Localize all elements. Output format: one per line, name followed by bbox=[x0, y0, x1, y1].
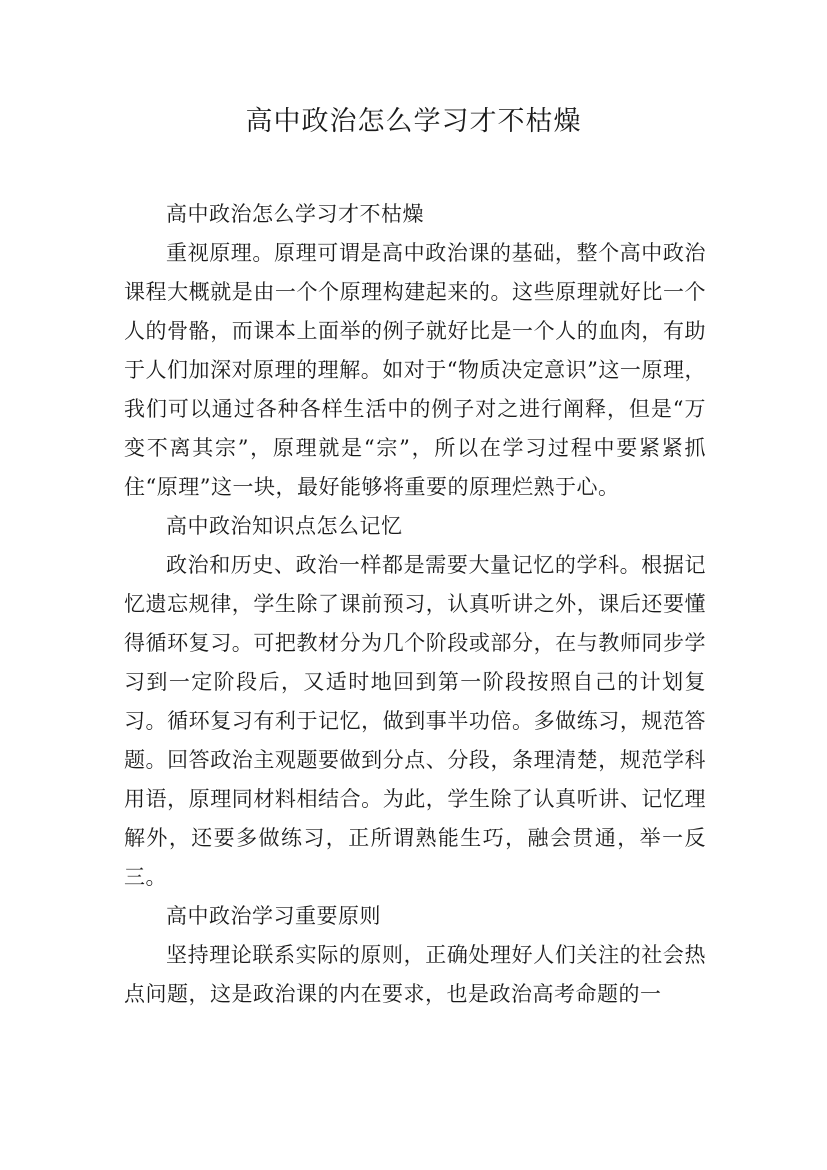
subheading-paragraph: 高中政治学习重要原则 bbox=[166, 904, 381, 928]
body-paragraph: 重视原理。原理可谓是高中政治课的基础，整个高中政治课程大概就是由一个个原理构建起来的。这些原理就好比一个人的骨骼，而课本上面举的例子就好比是一个人的血肉，有助于人们加深对原理的理解。如对于“物质决定意识”这一原理，我们可以通过各种各样生活中的例子对之进行阐释，但是“万变不离其宗”，原理就是“宗”，所以在学习过程中要紧紧抓住“原理”这一块，最好能够将重要的原理烂熟于心。 bbox=[124, 241, 706, 499]
subheading-paragraph: 高中政治怎么学习才不枯燥 bbox=[166, 202, 424, 226]
document-body bbox=[124, 195, 706, 1014]
document-title: 高中政治怎么学习才不枯燥 bbox=[245, 106, 582, 137]
body-paragraph: 政治和历史、政治一样都是需要大量记忆的学科。根据记忆遗忘规律，学生除了课前预习，认真听讲之外，课后还要懂得循环复习。可把教材分为几个阶段或部分，在与教师同步学习到一定阶段后，又适时地回到第一阶段按照自己的计划复习。循环复习有利于记忆，做到事半功倍。多做练习，规范答题。回答政治主观题要做到分点、分段，条理清楚，规范学科用语，原理同材料相结合。为此，学生除了认真听讲、记忆理解外，还要多做练习，正所谓熟能生巧，融会贯通，举一反三。 bbox=[124, 553, 706, 889]
body-paragraph: 坚持理论联系实际的原则，正确处理好人们关注的社会热点问题，这是政治课的内在要求，也是政治高考命题的一 bbox=[124, 943, 706, 1006]
subheading-paragraph: 高中政治知识点怎么记忆 bbox=[166, 514, 403, 538]
